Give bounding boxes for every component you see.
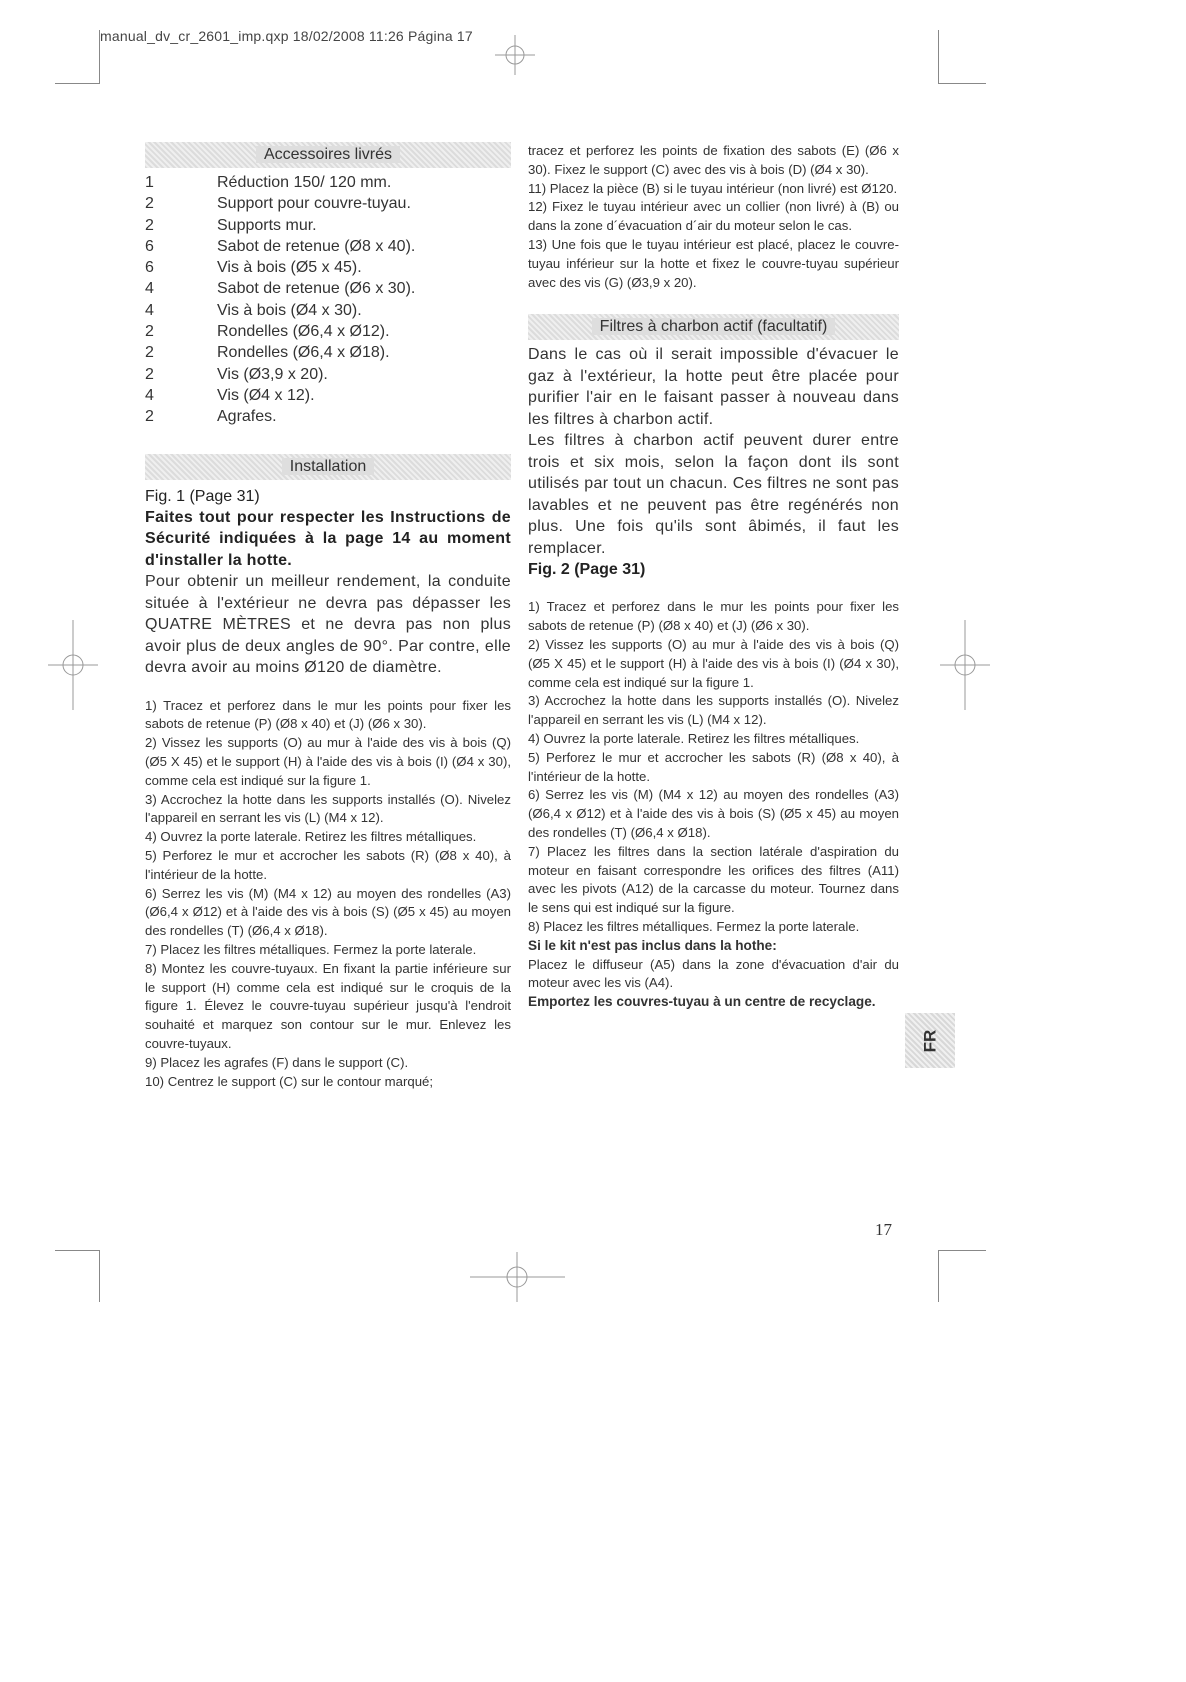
step-item: 1) Tracez et perforez dans le mur les points pour fixer les sabots de retenue (P) (Ø8 x 40) et (J) (Ø6 x 30). [528,599,899,634]
step-item: 6) Serrez les vis (M) (M4 x 12) au moyen des rondelles (A3) (Ø6,4 x Ø12) et à l'aide des vis à bois (S) (Ø5 x 45) au moyen des rondelles (T) (Ø6,4 x Ø18). [528,787,899,840]
step-item: 9) Placez les agrafes (F) dans le support (C). [145,1054,409,1070]
step-item: 4) Ouvrez la porte laterale. Retirez les filtres métalliques. [528,730,860,746]
step-item: 12) Fixez le tuyau intérieur avec un collier (non livré) à (B) ou dans la zone d´évacuation d´air du moteur selon le cas. [528,199,899,234]
list-item: 1 Réduction 150/ 120 mm. [145,174,392,191]
recycle-note: Emportez les couvres-tuyau à un centre de recyclage. [528,994,876,1010]
section-title-accessories: Accessoires livrés [145,142,511,168]
step-item: 4) Ouvrez la porte laterale. Retirez les filtres métalliques. [145,829,477,845]
figure-reference: Fig. 1 (Page 31) [145,487,260,505]
step-item: 1) Tracez et perforez dans le mur les points pour fixer les sabots de retenue (P) (Ø8 x 40) et (J) (Ø6 x 30). [145,697,511,732]
figure-reference: Fig. 2 (Page 31) [528,561,646,579]
step-item: 10) Centrez le support (C) sur le contour marqué; [145,1073,434,1089]
crop-mark [55,1250,100,1251]
step-item: 5) Perforez le mur et accrocher les sabots (R) (Ø8 x 40), à l'intérieur de la hotte. [528,749,899,784]
step-item: 13) Une fois que le tuyau intérieur est placé, placez le couvre-tuyau inférieur sur la hotte et fixez le couvre-tuyau supérieur avec des vis (G) (Ø3,9 x 20). [528,236,899,290]
intro-paragraph: Pour obtenir un meilleur rendement, la conduite située à l'extérieur ne devra pas dépasser les QUATRE MÈTRES et ne devra pas non plus avoir plus de deux angles de 90°. Par contre, elle devra avoir au moins Ø120 de diamètre. [145,573,511,677]
step-item: tracez et perforez les points de fixation des sabots (E) (Ø6 x 30). Fixez le support (C) avec des vis à bois (D) (Ø4 x 30). [528,143,899,177]
crop-mark [938,83,986,84]
crop-mark [938,1250,986,1251]
installation-steps [145,697,511,1092]
crop-mark [99,1250,100,1302]
step-item: 2) Vissez les supports (O) au mur à l'aide des vis à bois (Q) (Ø5 X 45) et le support (H) à l'aide des vis à bois (I) (Ø4 x 30), comme cela est indiqué sur la figure 1. [145,735,511,788]
step-item: 8) Montez les couvre-tuyaux. En fixant la partie inférieure sur le support (H) comme cela est indiqué sur le croquis de la figure 1. Élevez le couvre-tuyau supérieur jusqu'à l'endroit souhaité et marquez son contour sur le mur. Enlevez les couvre-tuyaux. [145,960,511,1051]
list-item: 4 Sabot de retenue (Ø6 x 30). [145,280,416,298]
registration-target-icon [470,1252,565,1302]
page-number: 17 [875,1220,892,1239]
step-item: 5) Perforez le mur et accrocher les sabots (R) (Ø8 x 40), à l'intérieur de la hotte. [145,847,511,882]
step-item: 7) Placez les filtres métalliques. Fermez la porte laterale. [145,941,477,957]
step-item: 3) Accrochez la hotte dans les supports installés (O). Nivelez l'appareil en serrant les vis (L) (M4 x 12). [145,791,511,826]
step-item: 2) Vissez les supports (O) au mur à l'aide des vis à bois (Q) (Ø5 X 45) et le support (H) à l'aide des vis à bois (I) (Ø4 x 30), comme cela est indiqué sur la figure 1. [528,636,899,690]
filters-steps [528,598,899,1012]
crop-mark [55,83,100,84]
list-item: 2 Agrafes. [145,408,277,426]
right-column [528,142,899,1012]
language-tab [905,1013,955,1068]
step-item: 8) Placez les filtres métalliques. Fermez la porte laterale. [528,918,860,934]
list-item: 6 Sabot de retenue (Ø8 x 40). [145,237,416,255]
list-item: 2 Vis (Ø3,9 x 20). [145,365,328,383]
step-item: 3) Accrochez la hotte dans les supports installés (O). Nivelez l'appareil en serrant les vis (L) (M4 x 12). [528,693,899,728]
registration-target-icon [940,620,990,710]
section-title-installation: Installation [145,454,511,480]
list-item: 2 Supports mur. [145,216,317,234]
left-column [145,142,511,1091]
list-item: 2 Rondelles (Ø6,4 x Ø18). [145,344,390,362]
step-item: 7) Placez les filtres dans la section latérale d'aspiration du moteur en faisant correspondre les orifices des filtres (A11) avec les pivots (A12) de la carcasse du moteur. Tournez dans le sens qui est indiqué sur la figure. [528,843,899,916]
crop-mark [938,1250,939,1302]
step-item: 11) Placez la pièce (B) si le tuyau intérieur (non livré) est Ø120. [528,180,898,196]
section-title-filters: Filtres à charbon actif (facultatif) [528,314,899,340]
kit-title: Si le kit n'est pas inclus dans la hothe: [528,937,777,953]
filters-intro: Dans le cas où il serait impossible d'évacuer le gaz à l'extérieur, la hotte peut être placée pour purifier l'air en le faisant passer à nouveau dans les filtres à charbon actif. [528,346,899,428]
safety-note: Faites tout pour respecter les Instructions de Sécurité indiquées à la page 14 au moment d'installer la hotte. [145,508,511,569]
kit-text: Placez le diffuseur (A5) dans la zone d'évacuation d'air du moteur avec les vis (A4). [528,956,899,991]
registration-target-icon [495,35,535,75]
list-item: 4 Vis à bois (Ø4 x 30). [145,301,362,319]
print-header: manual_dv_cr_2601_imp.qxp 18/02/2008 11:26 Página 17 [100,28,473,44]
accessories-list [145,172,511,428]
language-tab-label: FR [919,1029,939,1052]
list-item: 6 Vis à bois (Ø5 x 45). [145,259,362,277]
step-item: 6) Serrez les vis (M) (M4 x 12) au moyen des rondelles (A3) (Ø6,4 x Ø12) et à l'aide des vis à bois (S) (Ø5 x 45) au moyen des rondelles (T) (Ø6,4 x Ø18). [145,885,511,939]
list-item: 2 Support pour couvre-tuyau. [145,195,411,213]
registration-target-icon [48,620,98,710]
filters-intro-2: Les filtres à charbon actif peuvent durer entre trois et six mois, selon la façon dont ils sont utilisés par tout un chacun. Ces filtres ne sont pas lavables et ne peuvent pas être regénérés non plus. Une fois qu'ils sont âbimés, il faut les remplacer. [528,432,899,557]
list-item: 2 Rondelles (Ø6,4 x Ø12). [145,323,390,341]
list-item: 4 Vis (Ø4 x 12). [145,386,315,404]
crop-mark [938,30,939,84]
